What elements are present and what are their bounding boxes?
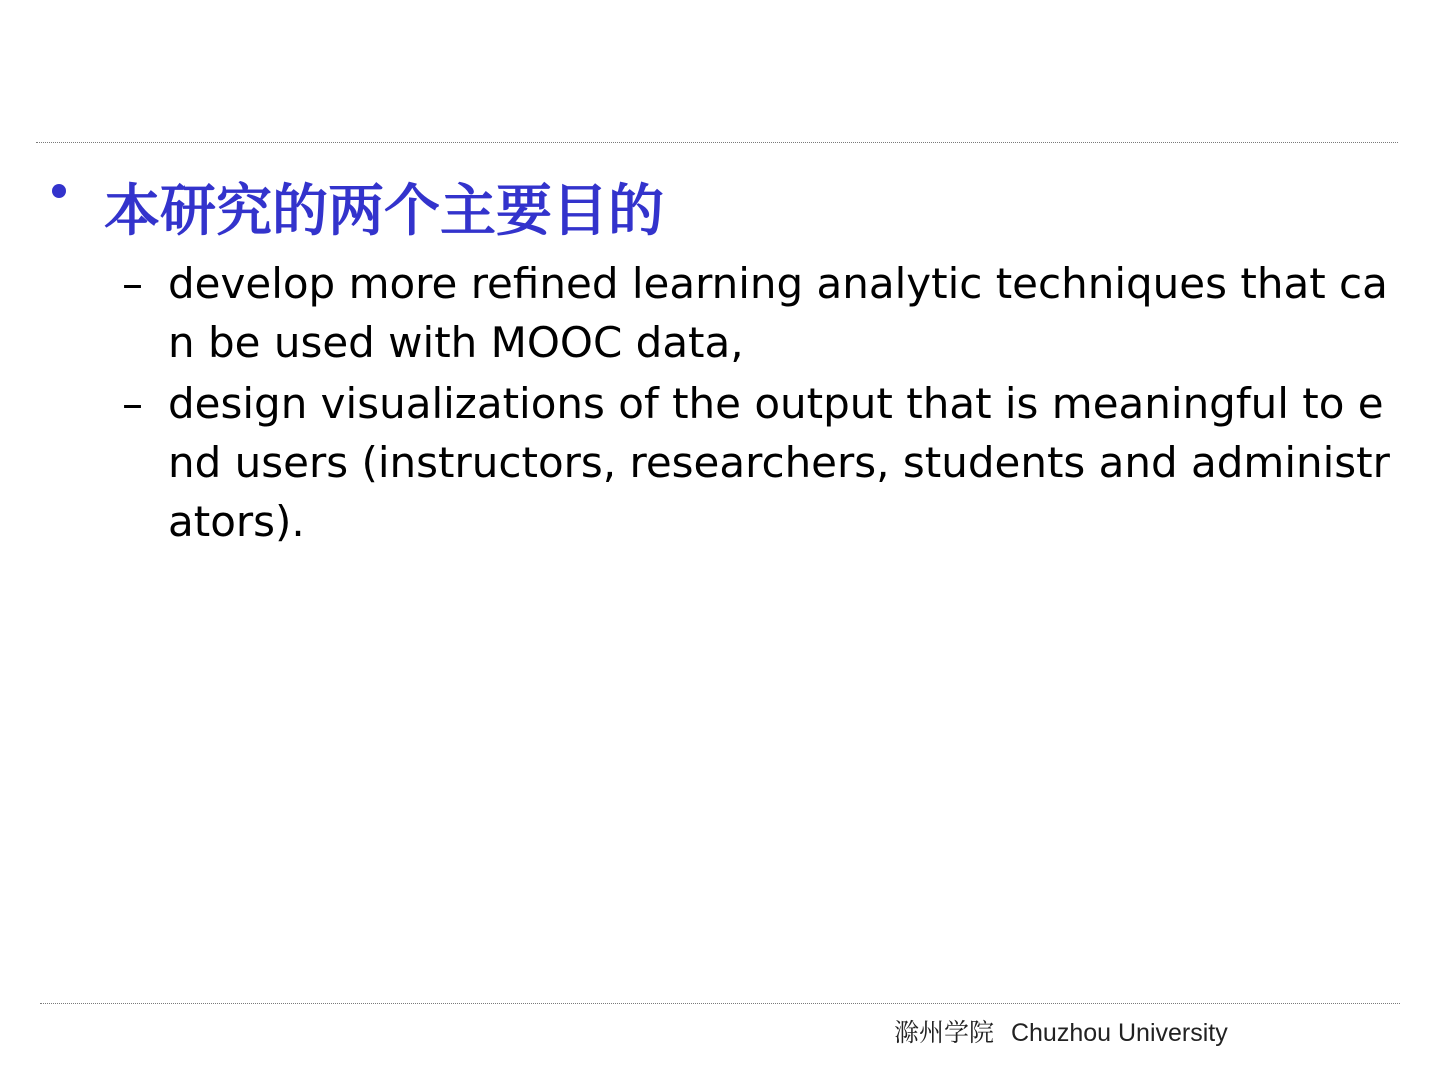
institution-name-en: Chuzhou University: [1010, 1019, 1228, 1047]
header-divider: [36, 142, 1398, 143]
footer-divider: [40, 1003, 1400, 1004]
sub-bullet-item: [120, 374, 1400, 551]
dash-icon: –: [122, 259, 143, 308]
sub-bullet-item: [120, 254, 1400, 372]
sub-bullet-text: develop more refined learning analytic techniques that can be used with MOOC data,: [168, 259, 1388, 367]
sub-bullet-text: design visualizations of the output that is meaningful to end users (instructors, researchers, students and administrators).: [168, 379, 1390, 546]
dash-icon: –: [122, 379, 143, 428]
bullet-dot-icon: [52, 184, 66, 198]
slide-heading: 本研究的两个主要目的: [104, 179, 664, 244]
footer-institution: [894, 1016, 1228, 1050]
institution-name-cn: 滁州学院: [894, 1018, 995, 1047]
main-bullet: [0, 178, 1440, 248]
slide-content: [0, 178, 1440, 551]
